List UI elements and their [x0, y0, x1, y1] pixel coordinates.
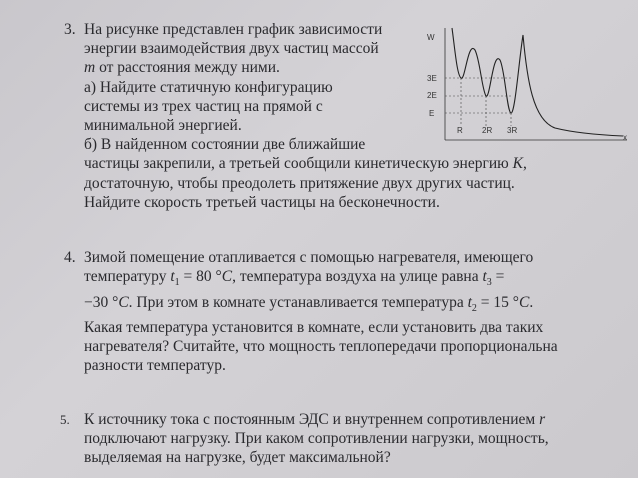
problem-number: 4.	[64, 249, 76, 266]
text-line: разности температур.	[84, 357, 226, 375]
text-line: Найдите скорость третьей частицы на бесконечности.	[84, 193, 440, 211]
text-line: нагревателя? Считайте, что мощность теплопередачи пропорциональна	[84, 338, 558, 355]
y-tick-label: 2E	[427, 91, 437, 100]
t1-value: = 80 °	[183, 268, 222, 286]
equals-sign: =	[495, 268, 505, 286]
problem-number: 3.	[64, 21, 76, 38]
text-line: Зимой помещение отапливается с помощью нагревателя, имеющего	[84, 249, 534, 266]
t1-symbol: t	[170, 268, 175, 286]
celsius-unit: C	[118, 293, 129, 311]
text-line: На рисунке представлен график зависимости	[84, 21, 383, 38]
celsius-unit: C	[221, 268, 233, 286]
kinetic-energy-symbol: K	[512, 155, 523, 173]
text-line: достаточную, чтобы преодолеть притяжение двух других частиц.	[84, 174, 515, 192]
t3-symbol: t	[482, 268, 487, 286]
text-line	[84, 410, 544, 429]
text-fragment: К источнику тока с постоянным ЭДС и внутреннем сопротивлением	[84, 411, 536, 428]
text-fragment: .	[529, 293, 534, 311]
x-tick-label: 3R	[507, 126, 518, 135]
y-tick-label: E	[429, 109, 435, 118]
t2-value: = 15 °	[480, 293, 519, 311]
text-line: а) Найдите статичную конфигурацию	[84, 78, 333, 96]
text-line	[84, 293, 604, 318]
x-axis-label: x	[623, 133, 627, 142]
y-axis-label: W	[427, 33, 435, 42]
x-tick-label: R	[457, 126, 463, 135]
mass-symbol: m	[84, 59, 96, 77]
text-line: подключают нагрузку. При каком сопротивлении нагрузки, мощность,	[84, 430, 549, 448]
text-line: Какая температура установится в комнате, если установить два таких	[84, 318, 544, 336]
t3-value: −30 °	[84, 293, 119, 311]
text-line: б) В найденном состоянии две ближайшие	[84, 136, 366, 154]
energy-curve	[452, 28, 623, 136]
text-line	[84, 267, 604, 292]
text-fragment: . При этом в комнате устанавливается температура	[128, 293, 464, 311]
text-fragment: , температура воздуха на улице равна	[232, 268, 479, 286]
x-tick-label: 2R	[482, 126, 493, 135]
t2-subscript: 2	[471, 302, 477, 314]
text-line: минимальной энергией.	[84, 117, 242, 135]
problem-text	[84, 248, 604, 375]
text-line: энергии взаимодействия двух частиц массой	[84, 40, 379, 58]
resistance-symbol: r	[539, 411, 546, 428]
text-line	[84, 154, 624, 173]
t1-subscript: 1	[174, 277, 180, 289]
t3-subscript: 3	[486, 277, 492, 289]
y-tick-label: 3E	[427, 74, 437, 83]
energy-distance-graph	[405, 20, 630, 150]
text-line: системы из трех частиц на прямой с	[84, 97, 323, 115]
text-fragment: ,	[522, 155, 527, 173]
celsius-unit: C	[519, 293, 530, 311]
t2-symbol: t	[467, 293, 472, 311]
problem-number: 5.	[60, 412, 70, 427]
text-line: выделяемая на нагрузке, будет максимальной?	[84, 449, 391, 467]
text-fragment: частицы закрепили, а третьей сообщили кинетическую энергию	[84, 155, 509, 173]
text-fragment: температуру	[84, 268, 167, 286]
text-fragment: от расстояния между ними.	[99, 59, 280, 77]
problem-text	[84, 410, 549, 468]
